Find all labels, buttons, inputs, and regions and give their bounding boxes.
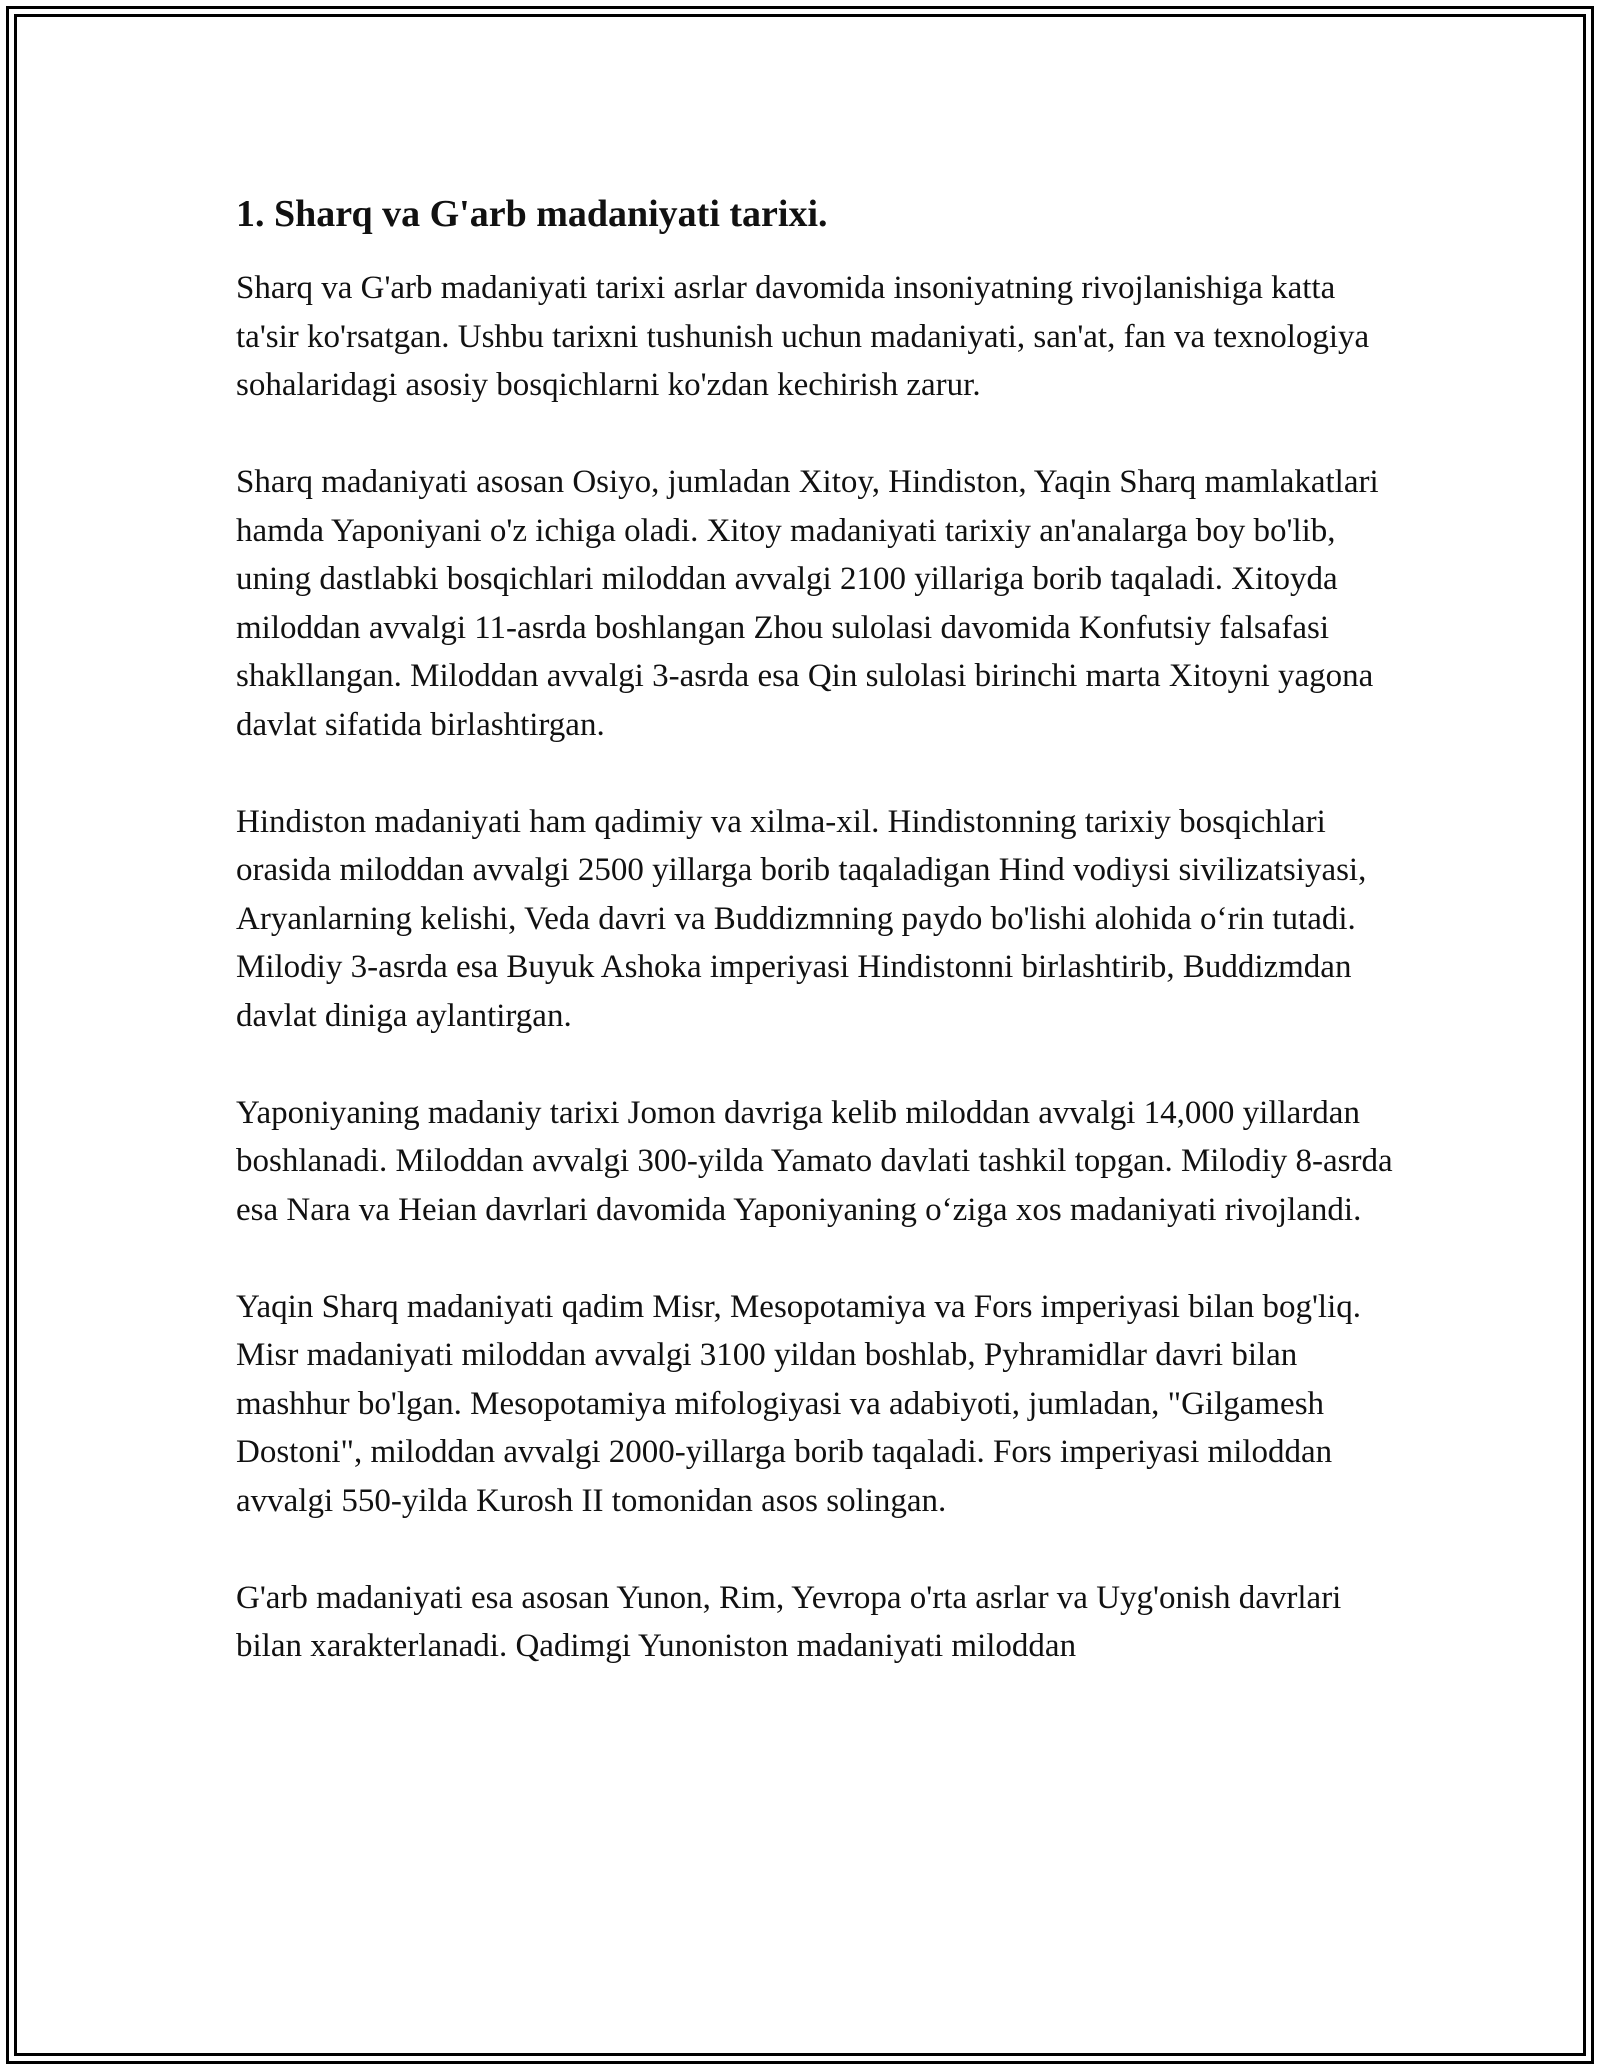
document-title: 1. Sharq va G'arb madaniyati tarixi. [236, 193, 828, 235]
paragraph-hindiston: Hindiston madaniyati ham qadimiy va xilma-xil. Hindistonning tarixiy bosqichlari orasida miloddan avvalgi 2500 yillarga borib taqaladigan Hind vodiysi sivilizatsiyasi, Aryanlarning kelishi, Veda davri va Buddizmning paydo bo'lishi alohida o‘rin tutadi. Milodiy 3-asrda esa Buyuk Ashoka imperiyasi Hindistonni birlashtirib, Buddizmdan davlat diniga aylantirgan. [236, 803, 1367, 1034]
paragraph-intro: Sharq va G'arb madaniyati tarixi asrlar davomida insoniyatning rivojlanishiga katta ta'sir ko'rsatgan. Ushbu tarixni tushunish uchun madaniyati, san'at, fan va texnologiya sohalaridagi asosiy bosqichlarni ko'zdan kechirish zarur. [236, 270, 1370, 403]
paragraph-garb: G'arb madaniyati esa asosan Yunon, Rim, Yevropa o'rta asrlar va Uyg'onish davrlari bilan xarakterlanadi. Qadimgi Yunoniston madaniyati miloddan [236, 1579, 1342, 1664]
paragraph-sharq-xitoy: Sharq madaniyati asosan Osiyo, jumladan Xitoy, Hindiston, Yaqin Sharq mamlakatlari hamda Yaponiyani o'z ichiga oladi. Xitoy madaniyati tarixiy an'analarga boy bo'lib, uning dastlabki bosqichlari miloddan avvalgi 2100 yillariga borib taqaladi. Xitoyda miloddan avvalgi 11-asrda boshlangan Zhou sulolasi davomida Konfutsiy falsafasi shakllangan. Miloddan avvalgi 3-asrda esa Qin sulolasi birinchi marta Xitoyni yagona davlat sifatida birlashtirgan. [236, 464, 1379, 743]
paragraph-yaqin-sharq: Yaqin Sharq madaniyati qadim Misr, Mesopotamiya va Fors imperiyasi bilan bog'liq. Misr madaniyati miloddan avvalgi 3100 yildan boshlab, Pyhramidlar davri bilan mashhur bo'lgan. Mesopotamiya mifologiyasi va adabiyoti, jumladan, "Gilgamesh Dostoni", miloddan avvalgi 2000-yillarga borib taqaladi. Fors imperiyasi miloddan avvalgi 550-yilda Kurosh II tomonidan asos solingan. [236, 1288, 1361, 1519]
document-body [236, 190, 1396, 1719]
paragraph-yaponiya: Yaponiyaning madaniy tarixi Jomon davriga kelib miloddan avvalgi 14,000 yillardan boshlanadi. Miloddan avvalgi 300-yilda Yamato davlati tashkil topgan. Milodiy 8-asrda esa Nara va Heian davrlari davomida Yaponiyaning o‘ziga xos madaniyati rivojlandi. [236, 1094, 1393, 1228]
